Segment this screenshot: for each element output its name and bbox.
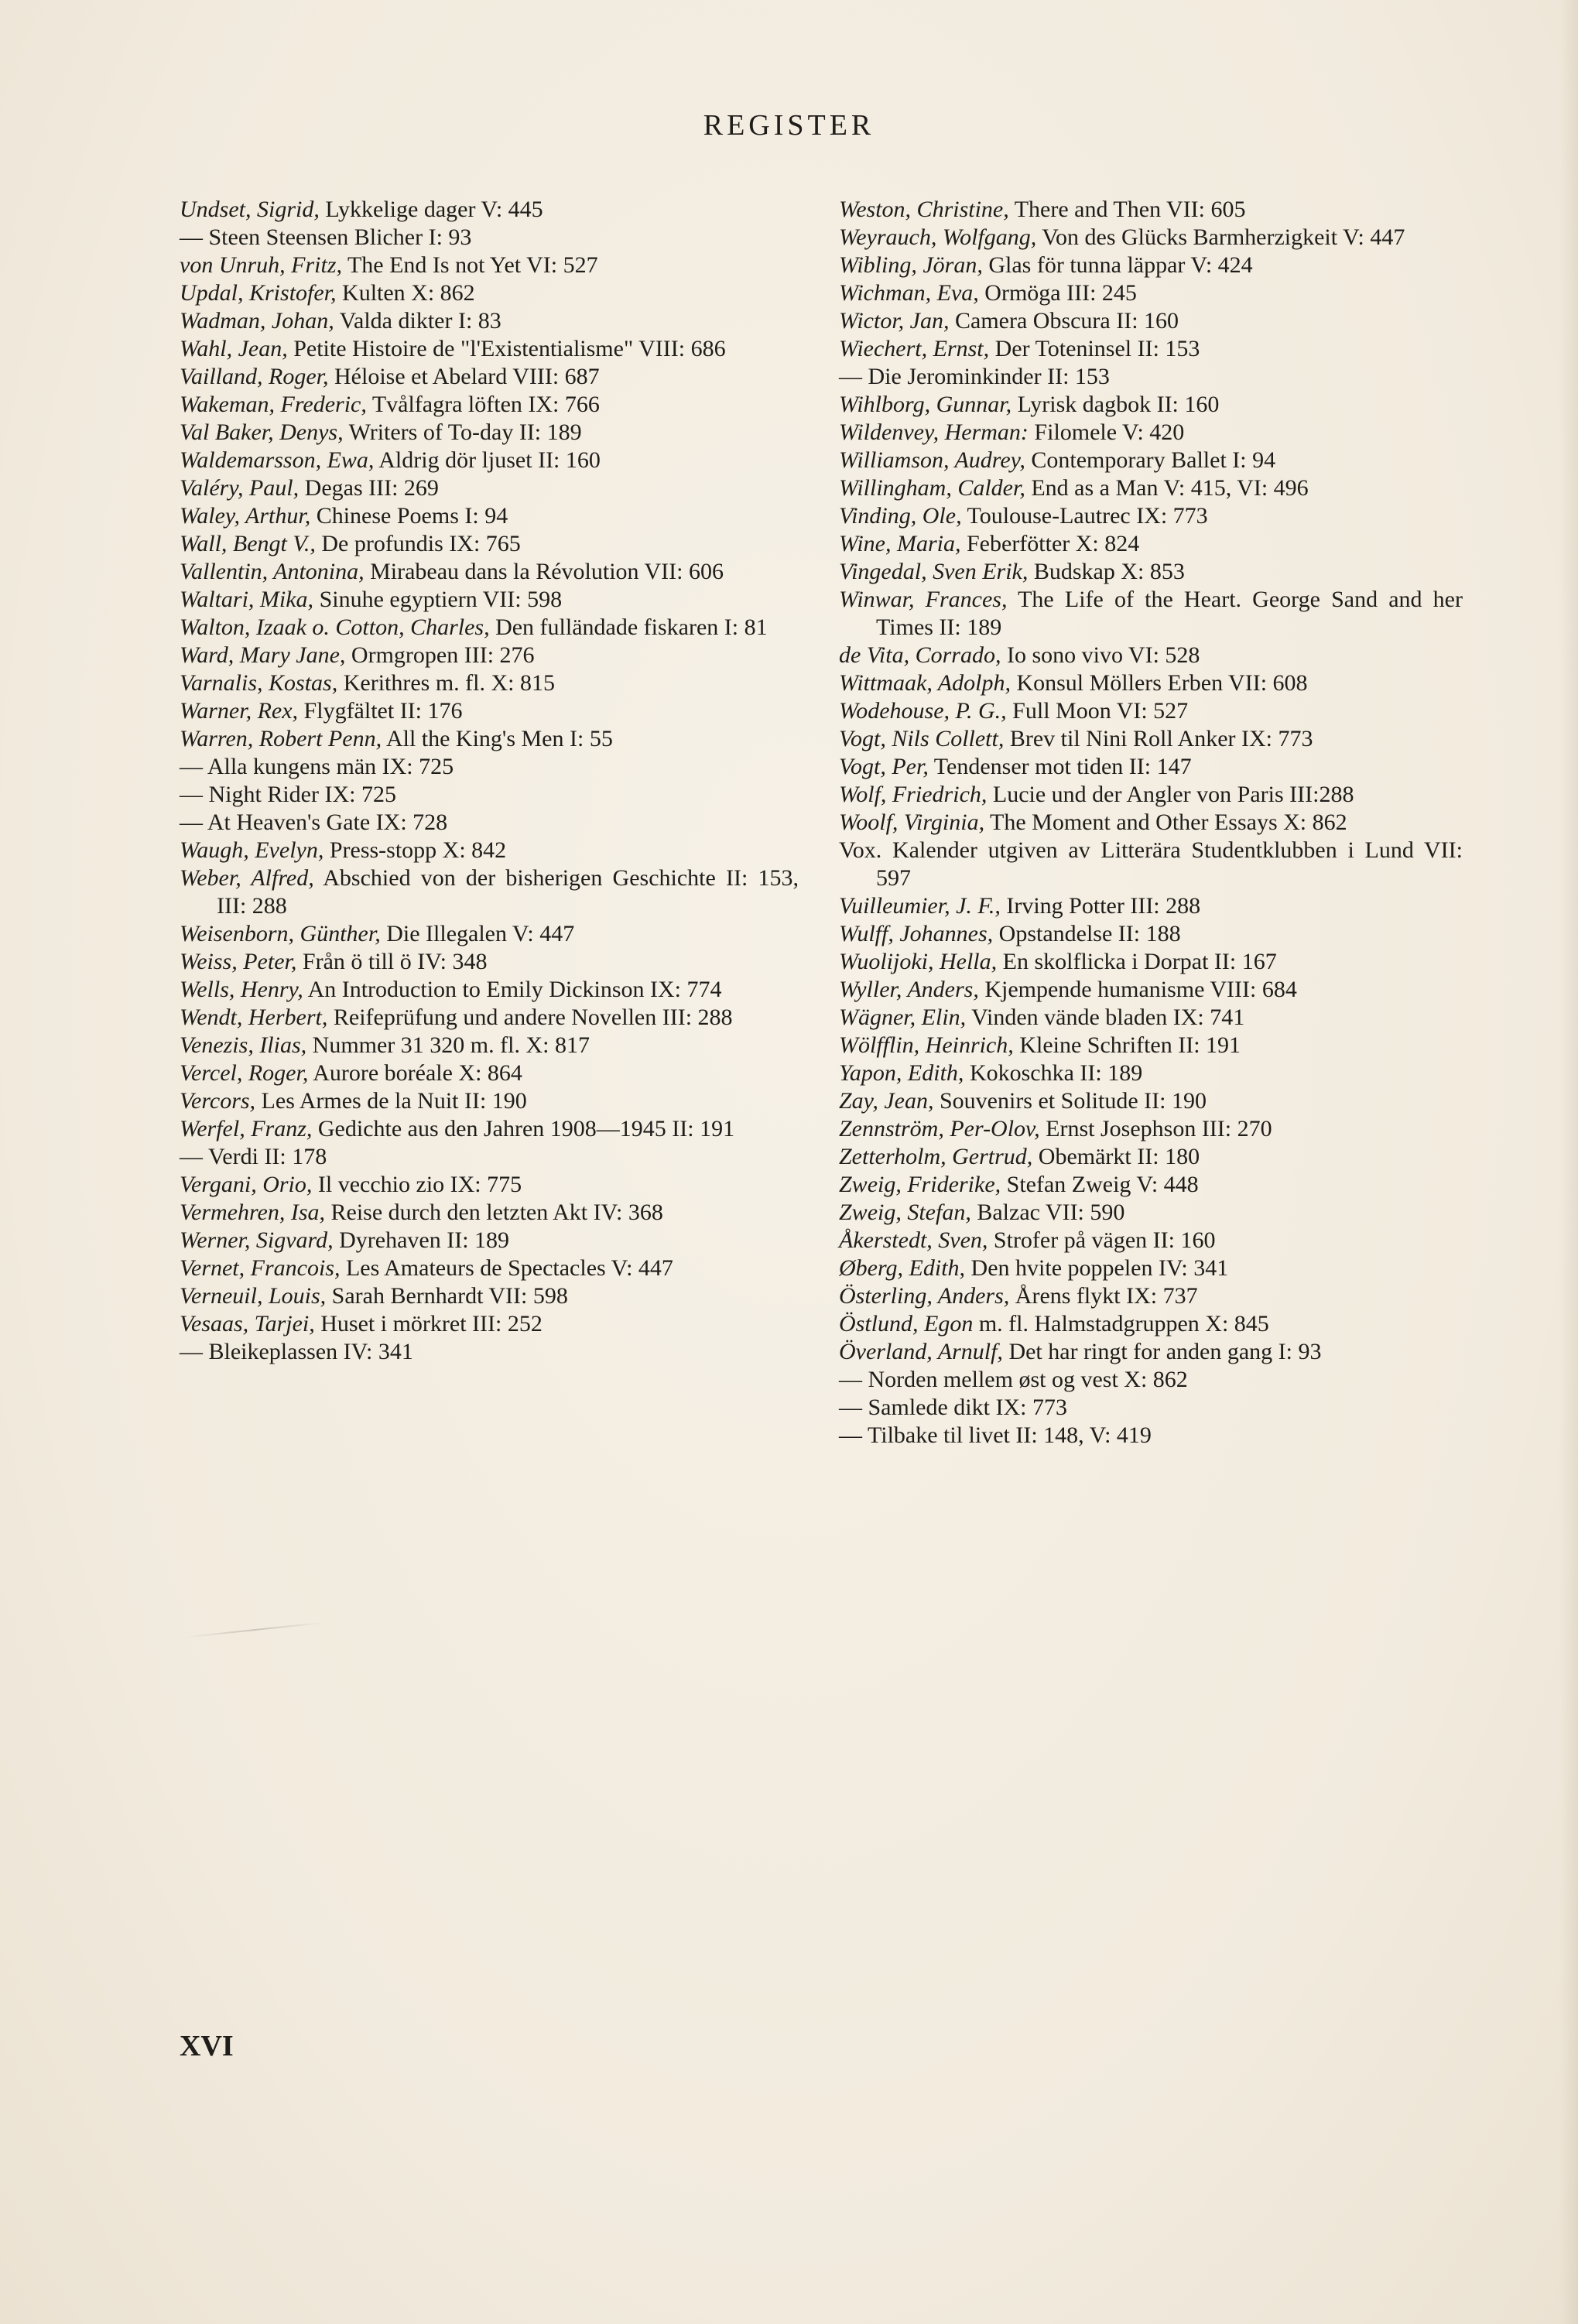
index-entry xyxy=(839,558,1463,586)
index-entry xyxy=(180,1032,799,1059)
entry-work: Reise durch den letzten Akt IV: 368 xyxy=(325,1200,663,1225)
index-entry xyxy=(839,837,1463,892)
entry-work: There and Then VII: 605 xyxy=(1008,197,1246,222)
entry-work: Souvenirs et Solitude II: 190 xyxy=(933,1088,1207,1114)
entry-work: Full Moon VI: 527 xyxy=(1006,698,1189,724)
index-entry xyxy=(180,697,799,725)
entry-author: Wyller, Anders, xyxy=(839,977,979,1002)
entry-work: Konsul Möllers Erben VII: 608 xyxy=(1010,670,1308,696)
index-entry xyxy=(839,697,1463,725)
entry-author: Vernet, Francois, xyxy=(180,1255,341,1281)
index-entry xyxy=(180,307,799,335)
entry-work: Kulten X: 862 xyxy=(336,280,475,306)
index-entry xyxy=(839,948,1463,976)
entry-work: An Introduction to Emily Dickinson IX: 774 xyxy=(303,977,722,1002)
entry-author: Wihlborg, Gunnar, xyxy=(839,392,1012,417)
entry-work: Från ö till ö IV: 348 xyxy=(296,949,488,974)
entry-author: von Unruh, Fritz, xyxy=(180,252,342,278)
entry-author: Waley, Arthur, xyxy=(180,503,311,529)
entry-author: Wakeman, Frederic, xyxy=(180,392,367,417)
entry-author: Zweig, Friderike, xyxy=(839,1172,1001,1197)
index-entry xyxy=(839,363,1463,391)
index-entry xyxy=(839,1366,1463,1394)
index-entry xyxy=(180,530,799,558)
entry-author: Wibling, Jöran, xyxy=(839,252,983,278)
entry-work: Kerithres m. fl. X: 815 xyxy=(337,670,555,696)
index-entry xyxy=(839,809,1463,837)
entry-work: Flygfältet II: 176 xyxy=(298,698,463,724)
entry-work: Toulouse-Lautrec IX: 773 xyxy=(961,503,1208,529)
entry-author: Zay, Jean, xyxy=(839,1088,934,1114)
entry-work: Den hvite poppelen IV: 341 xyxy=(965,1255,1229,1281)
entry-work: Feberfötter X: 824 xyxy=(960,531,1140,556)
index-entry xyxy=(180,1199,799,1227)
entry-work: Kjempende humanisme VIII: 684 xyxy=(978,977,1297,1002)
index-entry xyxy=(839,307,1463,335)
entry-author: Östlund, Egon xyxy=(839,1311,974,1337)
entry-work: Filomele V: 420 xyxy=(1028,419,1185,445)
index-entry xyxy=(180,753,799,781)
entry-author: Wodehouse, P. G., xyxy=(839,698,1007,724)
index-entry xyxy=(839,586,1463,642)
entry-author: Val Baker, Denys, xyxy=(180,419,344,445)
entry-author: de Vita, Corrado, xyxy=(839,642,1001,668)
entry-author: Zetterholm, Gertrud, xyxy=(839,1144,1033,1169)
entry-author: Vogt, Per, xyxy=(839,754,929,779)
entry-work: Petite Histoire de "l'Existentialisme" VIII: 686 xyxy=(287,336,726,361)
entry-author: Wall, Bengt V., xyxy=(180,531,316,556)
entry-work: Contemporary Ballet I: 94 xyxy=(1025,447,1276,473)
index-entry xyxy=(839,391,1463,419)
entry-work: Lucie und der Angler von Paris III:288 xyxy=(987,782,1354,807)
index-entry xyxy=(180,725,799,753)
entry-work: The Moment and Other Essays X: 862 xyxy=(984,809,1347,835)
entry-work: — Alla kungens män IX: 725 xyxy=(180,754,454,779)
entry-author: Wictor, Jan, xyxy=(839,308,950,334)
entry-author: Vercel, Roger, xyxy=(180,1060,309,1086)
entry-author: Weyrauch, Wolfgang, xyxy=(839,224,1037,250)
index-entry xyxy=(180,252,799,279)
entry-work: Ormöga III: 245 xyxy=(978,280,1137,306)
index-entry xyxy=(839,1422,1463,1450)
index-entry xyxy=(180,669,799,697)
index-entry xyxy=(180,196,799,224)
entry-work: Tendenser mot tiden II: 147 xyxy=(928,754,1192,779)
entry-author: Vogt, Nils Collett, xyxy=(839,726,1005,751)
index-entry xyxy=(839,1171,1463,1199)
entry-author: Vercors, xyxy=(180,1088,256,1114)
index-entry xyxy=(839,502,1463,530)
index-entry xyxy=(839,976,1463,1004)
entry-work: Tvålfagra löften IX: 766 xyxy=(366,392,600,417)
entry-work: Lykkelige dager V: 445 xyxy=(319,197,543,222)
page-number: XVI xyxy=(180,2030,234,2062)
index-entry xyxy=(839,1059,1463,1087)
page-title: REGISTER xyxy=(703,109,875,142)
entry-author: Varnalis, Kostas, xyxy=(180,670,338,696)
entry-author: Vermehren, Isa, xyxy=(180,1200,326,1225)
index-entry xyxy=(839,1143,1463,1171)
entry-work: Chinese Poems I: 94 xyxy=(310,503,508,529)
entry-author: Wittmaak, Adolph, xyxy=(839,670,1011,696)
entry-work: Glas för tunna läppar V: 424 xyxy=(982,252,1253,278)
entry-author: Österling, Anders, xyxy=(839,1283,1010,1309)
entry-work: Budskap X: 853 xyxy=(1028,559,1185,584)
index-column-left xyxy=(180,196,799,1366)
entry-author: Waugh, Evelyn, xyxy=(180,837,324,863)
index-entry xyxy=(180,586,799,614)
entry-author: Willingham, Calder, xyxy=(839,475,1025,501)
entry-work: Valda dikter I: 83 xyxy=(334,308,501,334)
entry-work: Héloise et Abelard VIII: 687 xyxy=(328,364,600,389)
entry-work: — Steen Steensen Blicher I: 93 xyxy=(180,224,472,250)
index-entry xyxy=(839,725,1463,753)
index-entry xyxy=(180,1282,799,1310)
entry-work: Obemärkt II: 180 xyxy=(1032,1144,1200,1169)
entry-author: Wichman, Eva, xyxy=(839,280,979,306)
entry-work: Mirabeau dans la Révolution VII: 606 xyxy=(364,559,724,584)
index-entry xyxy=(180,363,799,391)
index-entry xyxy=(180,948,799,976)
entry-work: Brev til Nini Roll Anker IX: 773 xyxy=(1004,726,1313,751)
index-entry xyxy=(180,1143,799,1171)
entry-work: Aurore boréale X: 864 xyxy=(308,1060,522,1086)
entry-author: Verneuil, Louis, xyxy=(180,1283,327,1309)
entry-author: Wölfflin, Heinrich, xyxy=(839,1032,1014,1058)
index-entry xyxy=(180,1115,799,1143)
index-entry xyxy=(180,920,799,948)
index-entry xyxy=(839,1199,1463,1227)
index-entry xyxy=(839,474,1463,502)
entry-work: — Bleikeplassen IV: 341 xyxy=(180,1339,413,1364)
entry-author: Warren, Robert Penn, xyxy=(180,726,382,751)
entry-author: Weiss, Peter, xyxy=(180,949,297,974)
index-entry xyxy=(839,1310,1463,1338)
entry-author: Yapon, Edith, xyxy=(839,1060,964,1086)
entry-author: Vailland, Roger, xyxy=(180,364,329,389)
entry-author: Werfel, Franz, xyxy=(180,1116,313,1141)
index-entry xyxy=(180,474,799,502)
entry-author: Wulff, Johannes, xyxy=(839,921,994,946)
entry-work: All the King's Men I: 55 xyxy=(382,726,613,751)
entry-work: Abschied von der bisherigen Geschichte II: 153, III: 288 xyxy=(217,865,799,919)
entry-work: Ormgropen III: 276 xyxy=(345,642,535,668)
entry-author: Wendt, Herbert, xyxy=(180,1005,328,1030)
index-entry xyxy=(180,1087,799,1115)
entry-author: Zennström, Per-Olov, xyxy=(839,1116,1040,1141)
entry-author: Vinding, Ole, xyxy=(839,503,962,529)
entry-author: Updal, Kristofer, xyxy=(180,280,337,306)
entry-work: Dyrehaven II: 189 xyxy=(333,1227,510,1253)
index-entry xyxy=(180,1171,799,1199)
entry-author: Undset, Sigrid, xyxy=(180,197,320,222)
entry-author: Wells, Henry, xyxy=(180,977,303,1002)
entry-work: — Norden mellem øst og vest X: 862 xyxy=(839,1367,1188,1392)
entry-work: Writers of To-day II: 189 xyxy=(343,419,582,445)
index-entry xyxy=(839,1004,1463,1032)
entry-author: Werner, Sigvard, xyxy=(180,1227,334,1253)
index-entry xyxy=(180,642,799,669)
index-entry xyxy=(839,252,1463,279)
entry-work: — Verdi II: 178 xyxy=(180,1144,327,1169)
index-entry xyxy=(839,892,1463,920)
entry-work: Press-stopp X: 842 xyxy=(323,837,507,863)
entry-work: Stefan Zweig V: 448 xyxy=(1001,1172,1199,1197)
index-entry xyxy=(839,530,1463,558)
index-entry xyxy=(839,419,1463,447)
index-entry xyxy=(180,279,799,307)
entry-work: Camera Obscura II: 160 xyxy=(949,308,1179,334)
index-entry xyxy=(839,1338,1463,1366)
entry-author: Winwar, Frances, xyxy=(839,587,1008,612)
index-entry xyxy=(180,1059,799,1087)
entry-author: Wuolijoki, Hella, xyxy=(839,949,998,974)
entry-author: Wadman, Johan, xyxy=(180,308,334,334)
entry-work: Sinuhe egyptiern VII: 598 xyxy=(313,587,563,612)
page-edge-shadow xyxy=(1559,0,1578,2324)
entry-work: Les Amateurs de Spectacles V: 447 xyxy=(340,1255,673,1281)
entry-work: Il vecchio zio IX: 775 xyxy=(312,1172,522,1197)
entry-work: Nummer 31 320 m. fl. X: 817 xyxy=(306,1032,590,1058)
entry-work: Les Armes de la Nuit II: 190 xyxy=(255,1088,527,1114)
index-entry xyxy=(180,1004,799,1032)
entry-work: Von des Glücks Barmherzigkeit V: 447 xyxy=(1036,224,1405,250)
index-entry xyxy=(180,558,799,586)
entry-author: Vingedal, Sven Erik, xyxy=(839,559,1029,584)
entry-work: The End Is not Yet VI: 527 xyxy=(342,252,598,278)
entry-author: Weston, Christine, xyxy=(839,197,1009,222)
index-entry xyxy=(180,335,799,363)
entry-author: Weber, Alfred, xyxy=(180,865,314,891)
entry-work: Degas III: 269 xyxy=(299,475,439,501)
index-entry xyxy=(180,1310,799,1338)
entry-work: Strofer på vägen II: 160 xyxy=(988,1227,1216,1253)
index-entry xyxy=(839,781,1463,809)
entry-author: Wildenvey, Herman: xyxy=(839,419,1029,445)
entry-author: Warner, Rex, xyxy=(180,698,299,724)
index-entry xyxy=(180,1338,799,1366)
index-entry xyxy=(180,781,799,809)
entry-work: Der Toteninsel II: 153 xyxy=(989,336,1200,361)
entry-author: Wolf, Friedrich, xyxy=(839,782,988,807)
entry-work: En skolflicka i Dorpat II: 167 xyxy=(997,949,1277,974)
entry-work: m. fl. Halmstadgruppen X: 845 xyxy=(973,1311,1269,1337)
index-entry xyxy=(839,447,1463,474)
entry-author: Wiechert, Ernst, xyxy=(839,336,990,361)
entry-work: Kokoschka II: 189 xyxy=(964,1060,1143,1086)
index-entry xyxy=(839,753,1463,781)
entry-author: Weisenborn, Günther, xyxy=(180,921,381,946)
entry-author: Vallentin, Antonina, xyxy=(180,559,365,584)
entry-work: Vinden vände bladen IX: 741 xyxy=(966,1005,1245,1030)
entry-work: Kleine Schriften II: 191 xyxy=(1013,1032,1241,1058)
entry-author: Åkerstedt, Sven, xyxy=(839,1227,988,1253)
entry-work: Sarah Bernhardt VII: 598 xyxy=(326,1283,568,1309)
entry-work: Ernst Josephson III: 270 xyxy=(1039,1116,1272,1141)
entry-author: Ward, Mary Jane, xyxy=(180,642,346,668)
entry-work: Den fulländade fiskaren I: 81 xyxy=(489,614,768,640)
entry-work: Lyrisk dagbok II: 160 xyxy=(1011,392,1220,417)
entry-author: Wahl, Jean, xyxy=(180,336,288,361)
index-entry xyxy=(839,224,1463,252)
index-entry xyxy=(180,419,799,447)
index-entry xyxy=(180,837,799,864)
entry-author: Wägner, Elin, xyxy=(839,1005,967,1030)
entry-author: Valéry, Paul, xyxy=(180,475,300,501)
entry-work: Irving Potter III: 288 xyxy=(1000,893,1201,919)
entry-work: Aldrig dör ljuset II: 160 xyxy=(374,447,601,473)
entry-work: Io sono vivo VI: 528 xyxy=(1001,642,1200,668)
entry-author: Waldemarsson, Ewa, xyxy=(180,447,375,473)
entry-work: — Tilbake til livet II: 148, V: 419 xyxy=(839,1422,1152,1448)
entry-work: De profundis IX: 765 xyxy=(315,531,521,556)
index-entry xyxy=(839,920,1463,948)
index-entry xyxy=(180,224,799,252)
index-entry xyxy=(180,809,799,837)
index-entry xyxy=(180,864,799,920)
entry-author: Øberg, Edith, xyxy=(839,1255,966,1281)
entry-author: Vergani, Orio, xyxy=(180,1172,313,1197)
index-entry xyxy=(839,1087,1463,1115)
entry-work: Balzac VII: 590 xyxy=(970,1200,1125,1225)
entry-work: Huset i mörkret III: 252 xyxy=(314,1311,543,1337)
entry-work: Det har ringt for anden gang I: 93 xyxy=(1002,1339,1322,1364)
entry-work: Reifeprüfung und andere Novellen III: 288 xyxy=(327,1005,733,1030)
entry-work: Die Illegalen V: 447 xyxy=(380,921,575,946)
index-entry xyxy=(839,279,1463,307)
index-entry xyxy=(180,1254,799,1282)
entry-work: — Night Rider IX: 725 xyxy=(180,782,396,807)
entry-work: — Die Jerominkinder II: 153 xyxy=(839,364,1110,389)
entry-work: Årens flykt IX: 737 xyxy=(1009,1283,1198,1309)
index-entry xyxy=(839,1254,1463,1282)
entry-author: Wine, Maria, xyxy=(839,531,961,556)
entry-work: Opstandelse II: 188 xyxy=(993,921,1181,946)
index-entry xyxy=(839,1227,1463,1254)
entry-author: Vesaas, Tarjei, xyxy=(180,1311,315,1337)
index-entry xyxy=(839,1032,1463,1059)
entry-author: Woolf, Virginia, xyxy=(839,809,985,835)
index-entry xyxy=(839,196,1463,224)
index-entry xyxy=(180,447,799,474)
index-entry xyxy=(839,642,1463,669)
entry-author: Zweig, Stefan, xyxy=(839,1200,971,1225)
index-entry xyxy=(180,1227,799,1254)
entry-work: Gedichte aus den Jahren 1908—1945 II: 191 xyxy=(312,1116,735,1141)
index-entry xyxy=(839,1282,1463,1310)
index-entry xyxy=(839,1394,1463,1422)
entry-work: Vox. Kalender utgiven av Litterära Studentklubben i Lund VII: 597 xyxy=(839,837,1463,891)
index-entry xyxy=(180,976,799,1004)
index-entry xyxy=(839,669,1463,697)
entry-author: Williamson, Audrey, xyxy=(839,447,1025,473)
entry-author: Vuilleumier, J. F., xyxy=(839,893,1001,919)
entry-author: Walton, Izaak o. Cotton, Charles, xyxy=(180,614,490,640)
index-entry xyxy=(839,335,1463,363)
entry-work: The Life of the Heart. George Sand and her Times II: 189 xyxy=(876,587,1463,640)
index-entry xyxy=(180,391,799,419)
index-entry xyxy=(180,502,799,530)
index-entry xyxy=(839,1115,1463,1143)
entry-author: Waltari, Mika, xyxy=(180,587,314,612)
entry-author: Överland, Arnulf, xyxy=(839,1339,1003,1364)
entry-author: Venezis, Ilias, xyxy=(180,1032,307,1058)
entry-work: End as a Man V: 415, VI: 496 xyxy=(1025,475,1309,501)
entry-work: — At Heaven's Gate IX: 728 xyxy=(180,809,448,835)
index-column-right xyxy=(839,196,1463,1450)
entry-work: — Samlede dikt IX: 773 xyxy=(839,1395,1067,1420)
index-entry xyxy=(180,614,799,642)
